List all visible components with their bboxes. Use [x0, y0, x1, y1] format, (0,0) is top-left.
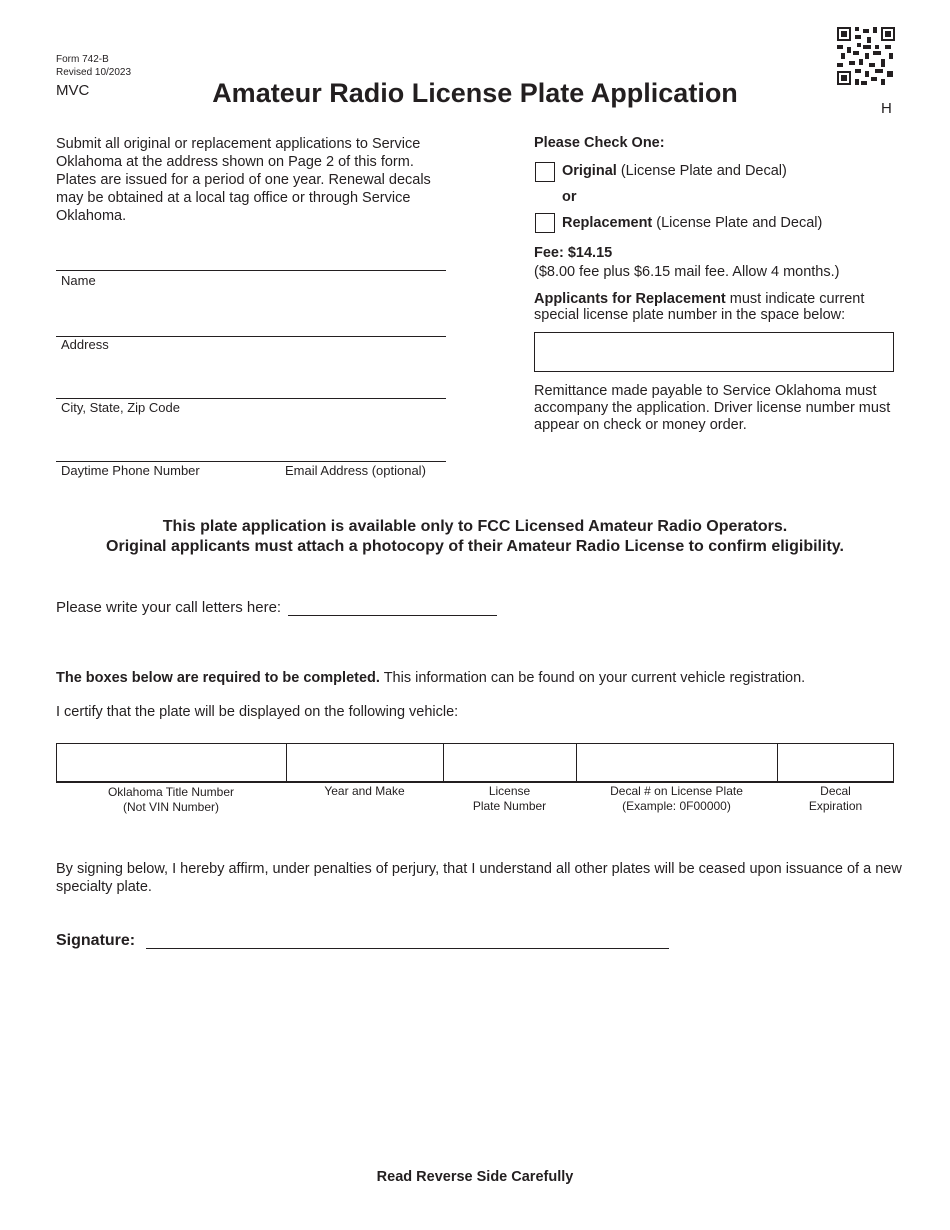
signature-input[interactable] [146, 948, 669, 949]
replacement-checkbox[interactable] [535, 213, 555, 233]
replacement-option [562, 215, 822, 231]
name-field[interactable] [56, 270, 446, 271]
replacement-instructions-rest: must indicate current special license plate number in the space below: [534, 291, 865, 323]
plate-number-input[interactable] [444, 744, 577, 781]
year-make-label [286, 784, 443, 799]
fee-amount: Fee: $14.15 [534, 245, 613, 261]
phone-label: Daytime Phone Number [61, 463, 200, 478]
replacement-instructions-bold: Applicants for Replacement [534, 291, 726, 307]
title-number-label [56, 785, 286, 815]
required-boxes-note [56, 670, 805, 686]
page-title: Amateur Radio License Plate Application [212, 78, 738, 108]
original-option [562, 163, 787, 179]
eligibility-notice-line1: This plate application is available only to FCC Licensed Amateur Radio Operators. [162, 518, 788, 535]
or-separator: or [562, 189, 577, 205]
email-label: Email Address (optional) [285, 463, 426, 478]
decal-number-input[interactable] [577, 744, 778, 781]
remittance-note: Remittance made payable to Service Oklahoma must accompany the application. Driver license number must appear on check or money order. [534, 383, 891, 433]
qr-code-icon [837, 27, 895, 85]
call-letters-label: Please write your call letters here: [56, 599, 282, 616]
form-number: Form 742-B [56, 54, 109, 65]
decal-expiration-label-line2: Expiration [808, 799, 863, 813]
original-option-rest: (License Plate and Decal) [616, 163, 787, 179]
decal-expiration-input[interactable] [778, 744, 893, 781]
eligibility-notice-line2: Original applicants must attach a photocopy of their Amateur Radio License to confirm eligibility. [106, 538, 844, 555]
phone-field[interactable] [56, 461, 274, 462]
name-label: Name [61, 273, 96, 288]
address-label: Address [61, 337, 109, 352]
replacement-option-bold: Replacement [562, 215, 653, 231]
replacement-option-rest: (License Plate and Decal) [652, 215, 823, 231]
address-field[interactable] [56, 336, 446, 337]
year-make-input[interactable] [287, 744, 444, 781]
original-option-bold: Original [562, 163, 617, 179]
required-boxes-bold: The boxes below are required to be completed. [56, 670, 380, 686]
decal-expiration-label-line1: Decal [820, 784, 851, 798]
decal-number-label-line1: Decal # on License Plate [610, 784, 743, 798]
decal-expiration-label [777, 784, 894, 814]
intro-text: Submit all original or replacement applications to Service Oklahoma at the address shown on Page 2 of this form. Plates are issued for a period of one year. Renewal decals may be obtained at a local tag office or through Service Oklahoma. [56, 136, 431, 224]
current-plate-number-input[interactable] [534, 332, 894, 372]
agency-code: MVC [56, 82, 90, 99]
plate-number-label [443, 784, 576, 814]
vehicle-info-table [56, 743, 894, 783]
plate-number-label-line1: License [488, 784, 531, 798]
title-number-label-line1: Oklahoma Title Number [107, 785, 235, 799]
year-make-label-line1: Year and Make [324, 784, 405, 798]
city-state-zip-field[interactable] [56, 398, 446, 399]
eligibility-notice [0, 517, 950, 557]
corner-letter: H [881, 100, 892, 117]
email-field[interactable] [274, 461, 446, 462]
plate-number-label-line2: Plate Number [472, 799, 547, 813]
check-one-heading: Please Check One: [534, 135, 665, 151]
title-number-input[interactable] [57, 744, 287, 781]
city-state-zip-label: City, State, Zip Code [61, 400, 180, 415]
form-number-block [56, 53, 131, 79]
title-number-label-line2: (Not VIN Number) [122, 800, 220, 814]
call-letters-input[interactable] [288, 615, 497, 616]
required-boxes-rest: This information can be found on your current vehicle registration. [379, 670, 806, 686]
signature-label: Signature: [56, 932, 136, 949]
footer-note: Read Reverse Side Carefully [376, 1169, 574, 1185]
perjury-affirmation: By signing below, I hereby affirm, under penalties of perjury, that I understand all other plates will be ceased upon issuance of a new specialty plate. [56, 861, 902, 895]
revised-date: Revised 10/2023 [56, 67, 132, 78]
replacement-instructions [534, 291, 904, 323]
decal-number-label-line2: (Example: 0F00000) [622, 799, 731, 813]
decal-number-label [576, 784, 777, 814]
original-checkbox[interactable] [535, 162, 555, 182]
fee-note: ($8.00 fee plus $6.15 mail fee. Allow 4 months.) [534, 264, 840, 280]
certify-statement: I certify that the plate will be displayed on the following vehicle: [56, 704, 459, 720]
